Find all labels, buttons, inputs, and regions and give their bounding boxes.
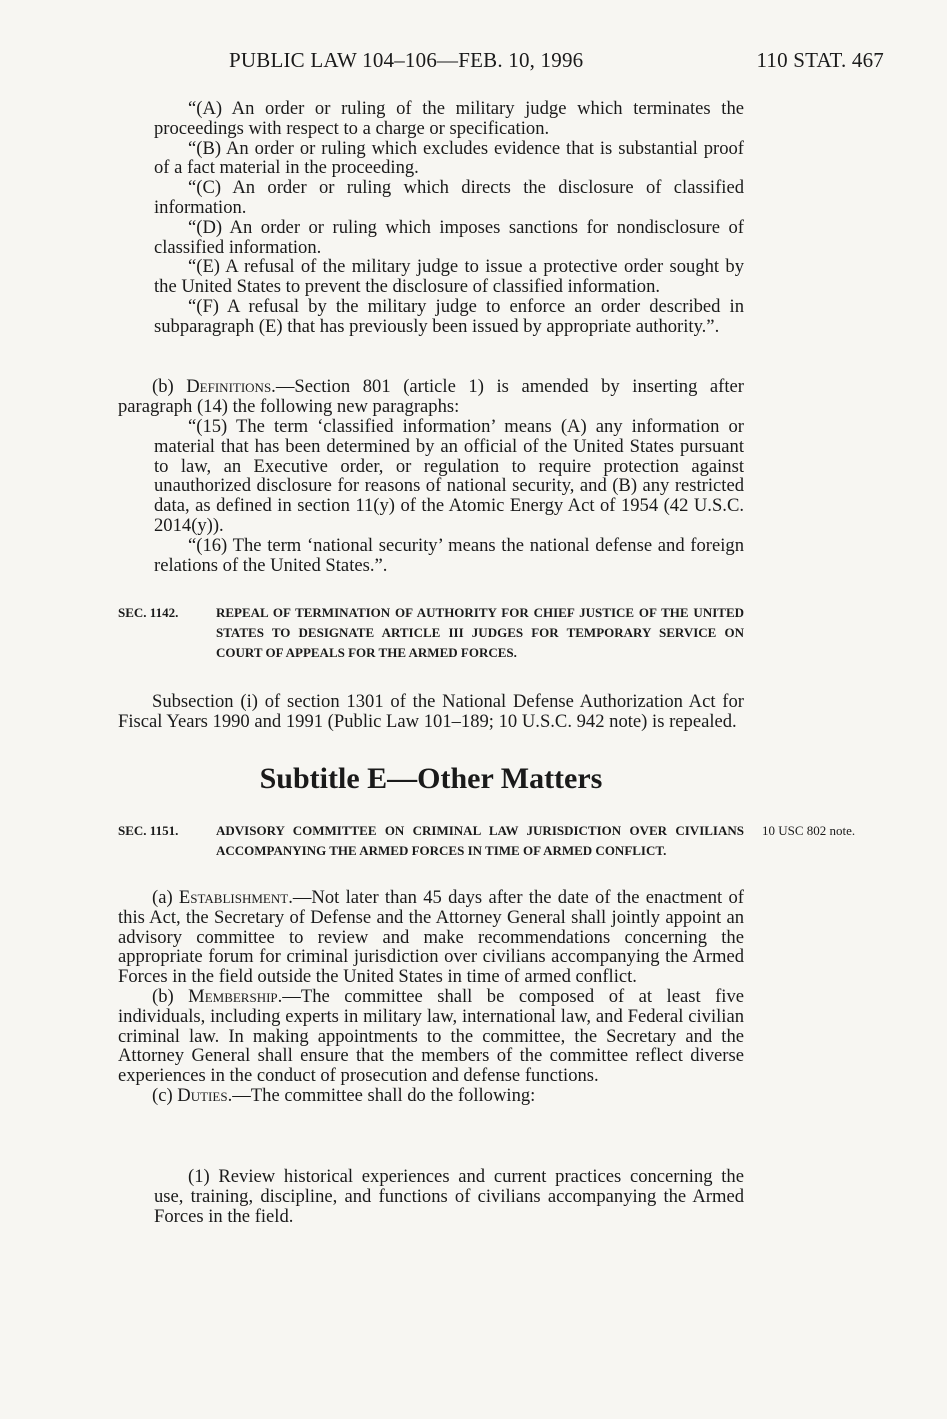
section-1142-heading bbox=[118, 603, 744, 662]
paragraph-C: “(C) An order or ruling which directs the disclosure of classified information. bbox=[154, 177, 744, 218]
header-title: PUBLIC LAW 104–106—FEB. 10, 1996 bbox=[229, 48, 584, 72]
paragraph-E: “(E) A refusal of the military judge to issue a protective order sought by the United States to prevent the disclosure of classified information. bbox=[154, 256, 744, 298]
paragraph-F: “(F) A refusal by the military judge to enforce an order described in subparagraph (E) that has previously been issued by appropriate authority.”. bbox=[154, 295, 744, 337]
duties-list bbox=[154, 1167, 744, 1226]
subtitle-heading: Subtitle E—Other Matters bbox=[259, 762, 603, 795]
subsection-b-heading: Membership bbox=[188, 985, 278, 1007]
subsection-a-heading: Establishment bbox=[178, 887, 289, 908]
section-1142-body bbox=[118, 692, 744, 732]
section-1151-number: SEC. 1151. bbox=[118, 823, 179, 838]
subsection-b: (b) Membership.—The committee shall be composed of at least five individuals, including experts in military law, international law, and Federal civilian criminal law. In making appointments to the committee, the Secretary and the Attorney General shall ensure that the members of the committee reflect diverse experiences in the conduct of prosecution and defense functions. bbox=[118, 985, 744, 1087]
definitions-list bbox=[154, 417, 744, 575]
section-1142-number: SEC. 1142. bbox=[118, 605, 179, 620]
subsection-c: (c) Duties.—The committee shall do the following: bbox=[152, 1084, 536, 1106]
subsection-c-heading: Duties bbox=[177, 1084, 228, 1106]
definitions-paragraph bbox=[118, 377, 744, 417]
orders-list bbox=[154, 99, 744, 337]
subsection-a: (a) Establishment.—Not later than 45 days after the date of the enactment of this Act, the Secretary of Defense and the Attorney General shall jointly appoint an advisory committee to review and make recommendations concerning the appropriate forum for criminal jurisdiction over civilians accompanying the Armed Forces in the field outside the United States in time of armed conflict. bbox=[118, 887, 744, 988]
margin-note: 10 USC 802 note. bbox=[762, 823, 856, 838]
paragraph-B: “(B) An order or ruling which excludes evidence that is substantial proof of a fact material in the proceeding. bbox=[154, 137, 744, 179]
definitions-heading: Definitions bbox=[186, 376, 272, 397]
section-1151-heading bbox=[118, 821, 744, 861]
duty-1: (1) Review historical experiences and current practices concerning the use, training, discipline, and functions of civilians accompanying the Armed Forces in the field. bbox=[154, 1166, 744, 1227]
paragraph-D: “(D) An order or ruling which imposes sanctions for nondisclosure of classified information. bbox=[154, 216, 744, 258]
definition-16: “(16) The term ‘national security’ means the national defense and foreign relations of the United States.”. bbox=[154, 534, 744, 576]
header-stat-page: 110 STAT. 467 bbox=[756, 48, 884, 72]
section-1142-text: Subsection (i) of section 1301 of the National Defense Authorization Act for Fiscal Years 1990 and 1991 (Public Law 101–189; 10 U.S.C. 942 note) is repealed. bbox=[118, 691, 744, 732]
running-header bbox=[0, 48, 947, 78]
definitions-lead: (b) bbox=[152, 376, 187, 397]
section-1142-title: REPEAL OF TERMINATION OF AUTHORITY FOR CHIEF JUSTICE OF THE UNITED STATES TO DESIGNATE ARTICLE III JUDGES FOR TEMPORARY SERVICE ON COURT OF APPEALS FOR THE ARMED FORCES. bbox=[216, 605, 744, 660]
paragraph-A: “(A) An order or ruling of the military judge which terminates the proceedings with respect to a charge or specification. bbox=[154, 98, 744, 139]
definitions-text: .—Section 801 (article 1) is amended by inserting after paragraph (14) the following new paragraphs: bbox=[118, 376, 744, 417]
section-1151-body bbox=[118, 888, 744, 1106]
section-1151-title: ADVISORY COMMITTEE ON CRIMINAL LAW JURISDICTION OVER CIVILIANS ACCOMPANYING THE ARMED FORCES IN TIME OF ARMED CONFLICT. bbox=[216, 823, 744, 858]
definition-15: “(15) The term ‘classified information’ means (A) any information or material that has been determined by an official of the United States pursuant to law, an Executive order, or regulation to require protection against unauthorized disclosure for reasons of national security, and (B) any restricted data, as defined in section 11(y) of the Atomic Energy Act of 1954 (42 U.S.C. 2014(y)). bbox=[154, 416, 744, 536]
